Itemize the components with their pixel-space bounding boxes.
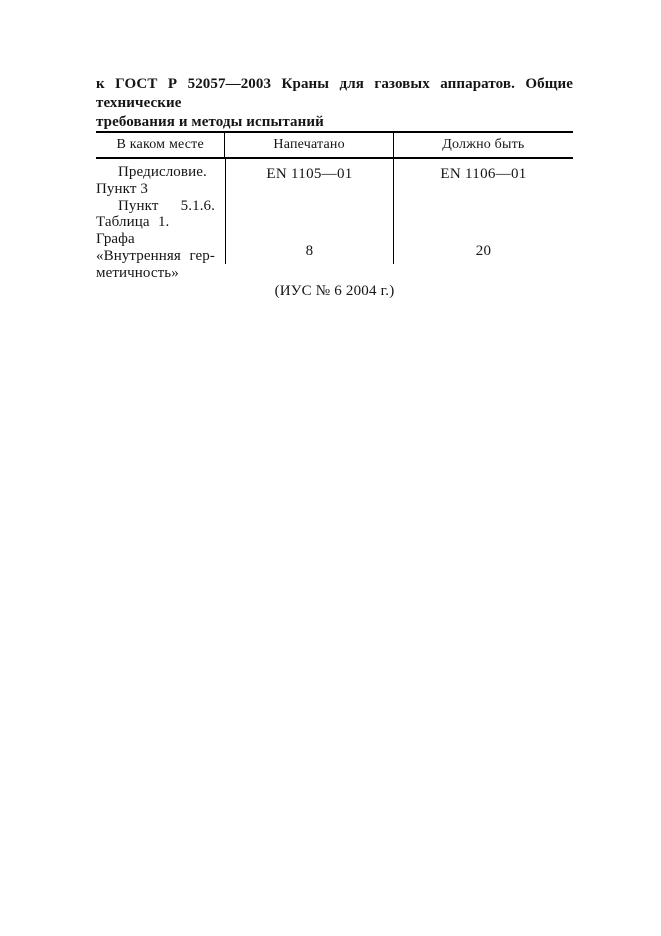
location-line-3	[96, 198, 225, 215]
column-header-printed: Напечатано	[224, 133, 392, 157]
document-title	[96, 75, 573, 132]
location-line-4: Таблица 1. Графа	[96, 214, 170, 248]
location-line-1: Предисловие.	[118, 164, 207, 180]
column-header-location: В каком месте	[116, 137, 204, 152]
location-line-5-word-2: гер-	[189, 247, 215, 264]
source-note: (ИУС № 6 2004 г.)	[274, 283, 395, 299]
table-header-row	[96, 133, 573, 159]
location-line-3-word-1: Пункт	[118, 197, 159, 214]
table-body	[96, 159, 573, 281]
document-title-line-1: к ГОСТ Р 52057—2003 Краны для газовых аппаратов. Общие технические	[96, 76, 573, 111]
cell-location	[96, 159, 225, 281]
location-line-5-word-1: «Внутренняя	[96, 247, 181, 264]
printed-value-entry-2: 8	[305, 243, 314, 259]
location-line-6: метичность»	[96, 264, 179, 281]
correct-value-entry-2: 20	[475, 243, 492, 259]
printed-value-entry-1: EN 1105—01	[266, 166, 353, 182]
location-line-5	[96, 248, 225, 265]
correct-value-entry-1: EN 1106—01	[440, 166, 527, 182]
cell-printed	[225, 159, 393, 264]
location-line-3-word-2: 5.1.6.	[180, 197, 215, 214]
location-line-2: Пункт 3	[96, 180, 148, 197]
column-header-should-be: Должно быть	[393, 133, 573, 157]
document-title-line-2: требования и методы испытаний	[96, 114, 324, 130]
errata-table	[96, 131, 573, 281]
cell-should-be	[393, 159, 573, 264]
